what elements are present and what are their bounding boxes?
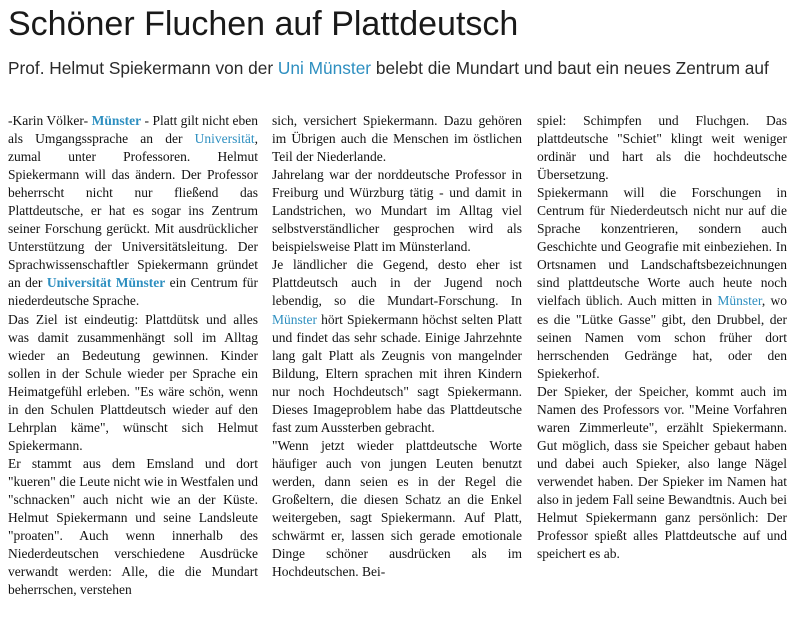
col1-paragraph-1 [8,112,258,311]
col1-paragraph-2: Das Ziel ist eindeutig: Plattdütsk und alles was damit zusammenhängt soll im Alltag wieder an Bedeutung gewinnen. Kinder sollen in der Schule wieder per Sprache ein Heimatgefühl erleben. "Es wäre schön, wenn in den Schulen Plattdeutsch wieder auf den Lehrplan käme", wünscht sich Helmut Spiekermann. [8,311,258,453]
col3-paragraph-2 [537,184,787,383]
col1-paragraph-3: Er stammt aus dem Emsland und dort "kueren" die Leute nicht wie in Westfalen und "schnacken" auch nicht wie an der Küste. Helmut Spiekermann und seine Landsleute "proaten". Auch wenn innerhalb des Niederdeutschen verschiedene Ausdrücke verwandt werden: Alle, die die Mundart beherrschen, verstehen [8,455,258,598]
article-subtitle [8,58,792,79]
col2-paragraph-1: sich, versichert Spiekermann. Dazu gehören im Übrigen auch die Menschen im östlichen Teil der Niederlande. [272,113,522,165]
col1-p1-text-2: , zumal unter Professoren. Helmut Spiekermann will das ändern. Der Professor beherrscht nicht nur fließend das Plattdeutsche, er hat es sogar ins Zentrum seiner Forschung gerückt. Mit ausdrücklicher Unterstützung der Universitätsleitung. Der Sprachwissenschaftler Spiekermann gründet an der [8,131,258,291]
col3-paragraph-1: spiel: Schimpfen und Fluchgen. Das plattdeutsche "Schiet" klingt weit weniger ordinär und hart als die hochdeutsche Übersetzung. [537,113,787,183]
col3-p2-text-1: Spiekermann will die Forschungen in Centrum für Niederdeutsch nicht nur auf die Sprache konzentrieren, sondern auch Geschichte und Geografie mit einbeziehen. In Ortsnamen und Landschaftsbezeichnungen sind plattdeutsche Worte auch heute noch vielfach üblich. Auch mitten in [537,185,787,309]
column-3 [537,112,787,563]
col2-paragraph-4: "Wenn jetzt wieder plattdeutsche Worte häufiger auch von jungen Leuten benutzt werden, dann seien es in der Regel die Großeltern, die diesen Schatz an die Enkel weitergeben, sagt Spiekermann. Auf Platt, schwärmt er, lassen sich gerade emotionale Dinge schöner ausdrücken als im Hochdeutschen. Bei- [272,437,522,580]
universitaet-muenster-link[interactable]: Universität Münster [46,275,166,291]
byline: -Karin Völker- [8,113,92,128]
col1-p1-text-3: ein Centrum für niederdeutsche Sprache. [8,275,259,309]
muenster-link[interactable]: Münster [91,113,142,128]
col3-paragraph-3: Der Spieker, der Speicher, kommt auch im Namen des Professors vor. "Meine Vorfahren waren Zimmerleute", erzählt Spiekermann. Gut möglich, dass sie Speicher gebaut haben und dabei auch Spieker, also lange Nägel verwendet haben. Der Spieker im Namen hat also in jedem Fall seine Bewandtnis. Auch bei Helmut Spiekermann ganz persönlich: Der Professor spießt alles Plattdeutsche auf und speichert es ab. [537,383,787,562]
muenster-link-3[interactable]: Münster [717,293,762,309]
col2-paragraph-3 [272,256,522,436]
column-1 [8,112,258,599]
col3-p2-text-2: , wo es die "Lütke Gasse" gibt, den Drubbel, der seinen Namen vom schon früher dort herrschenden Gedränge hat, oder den Spiekerhof. [537,293,787,381]
article-title: Schöner Fluchen auf Plattdeutsch [8,5,519,43]
subtitle-text-after: belebt die Mundart und baut ein neues Zentrum auf [371,58,769,78]
universitaet-link[interactable]: Universität [194,131,255,147]
column-2 [272,112,522,581]
col2-paragraph-2: Jahrelang war der norddeutsche Professor in Freiburg und Würzburg tätig - und damit in Landstrichen, wo Mundart im Alltag viel selbstverständlicher gesprochen wird als beispielsweise Platt im Münsterland. [272,167,522,255]
uni-muenster-link[interactable]: Uni Münster [277,58,372,78]
muenster-link-2[interactable]: Münster [272,311,317,327]
subtitle-text-before: Prof. Helmut Spiekermann von der [8,58,278,78]
col1-p1-text-1: - Platt gilt nicht eben als Umgangssprache an der [8,113,258,147]
col2-p3-text-1: Je ländlicher die Gegend, desto eher ist Plattdeutsch auch in der Jugend noch lebendig, so die Mundart-Forschung. In [272,257,522,309]
col2-p3-text-2: hört Spiekermann höchst selten Platt und findet das sehr schade. Einige Jahrzehnte lang galt Platt als Zeugnis von mangelnder Bildung, Eltern sprachen mit ihren Kindern nur noch Hochdeutsch" sagt Spiekermann. Dieses Imageproblem habe das Plattdeutsche fast zum Aussterben gebracht. [272,311,522,435]
